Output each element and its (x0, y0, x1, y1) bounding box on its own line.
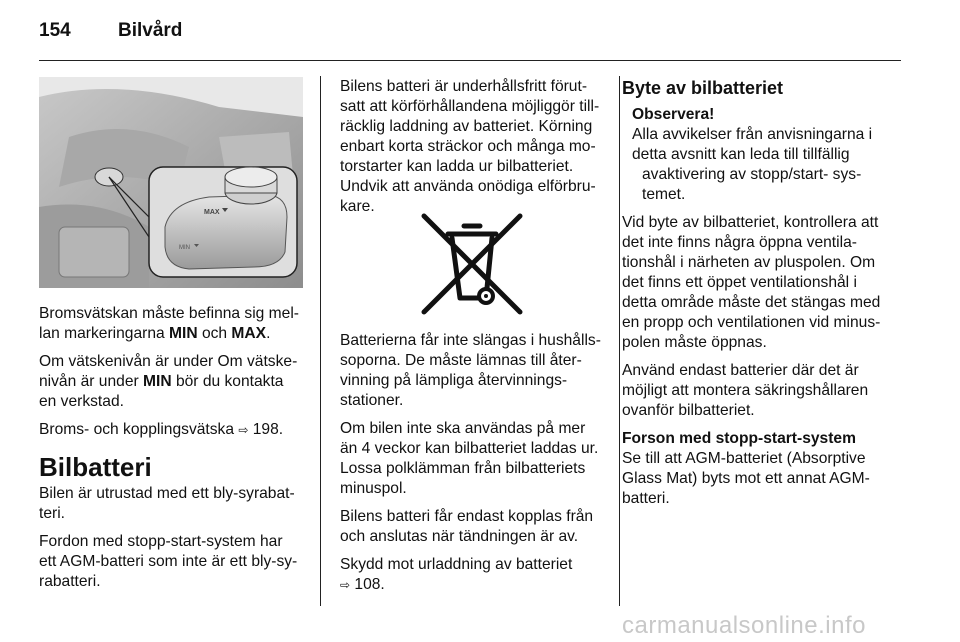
section-heading-byte-av-bilbatteriet: Byte av bilbatteriet (622, 78, 784, 98)
column-divider-1 (320, 76, 321, 606)
column-2-lower (340, 331, 612, 603)
note-title: Observera! (632, 106, 715, 123)
battery-type-paragraph: Bilen är utrustad med ett bly-syrabat- teri. (39, 485, 295, 522)
page-reference-icon: ⇨ (340, 578, 351, 592)
min-label: MIN (179, 245, 190, 251)
header-rule (39, 60, 901, 61)
column-divider-2 (619, 76, 620, 606)
agm-paragraph: Fordon med stopp-start-system har ett AGM-batteri som inte är ett bly-sy- rabatteri. (39, 533, 298, 590)
max-label: MAX (204, 209, 220, 216)
page-title: Bilvård (118, 20, 183, 41)
note-box (622, 105, 906, 205)
agm-replacement-paragraph: Se till att AGM-batteriet (Absorptive Glass Mat) byts mot ett annat AGM- batteri. (622, 450, 870, 507)
brake-fluid-reservoir-image (39, 77, 303, 288)
page-number: 154 (39, 20, 71, 41)
column-2 (340, 77, 612, 225)
disconnect-paragraph: Bilens batteri får endast kopplas från och anslutas när tändningen är av. (340, 508, 594, 545)
stop-start-subheading: Forson med stopp-start-system (622, 430, 856, 447)
column-3 (622, 77, 906, 517)
low-level-paragraph: Om vätskenivån är under Om vätske- nivån är under MIN bör du kontakta en verkstad. (39, 353, 298, 410)
crossed-out-bin-icon (420, 212, 524, 316)
page-reference-icon: ⇨ (238, 423, 249, 437)
vent-paragraph: Vid byte av bilbatteriet, kontrollera att det inte finns några öppna ventila- tionshål i närheten av pluspolen. Om det finns ett öppet ventilationshål i detta område måste det stängas med en propp och ventilationen vid minus- polen måste öppnas. (622, 214, 881, 351)
discharge-protection-reference: Skydd mot urladdning av batteriet ⇨ 108. (340, 556, 573, 593)
brake-fluid-paragraph: Bromsvätskan måste befinna sig mel- lan markeringarna MIN och MAX. (39, 305, 299, 342)
brake-clutch-fluid-reference: Broms- och kopplingsvätska ⇨ 198. (39, 421, 284, 438)
fuse-holder-paragraph: Använd endast batterier där det är möjligt att montera säkringshållaren ovanför bilbatteriet. (622, 362, 869, 419)
section-heading-bilbatteri: Bilbatteri (39, 452, 152, 482)
maintenance-free-paragraph: Bilens batteri är underhållsfritt förut- satt att körförhållandena möjliggör till- räcklig laddning av batteriet. Körning enbart korta sträckor och många mo- torstarter kan ladda ur bilbatteriet. Undvik att använda onödiga elförbru- kare. (340, 78, 600, 215)
note-text: Alla avvikelser från anvisningarna i detta avsnitt kan leda till tillfällig avaktivering av stopp/start- sys- temet. (632, 126, 873, 203)
recycling-paragraph: Batterierna får inte slängas i hushålls- soporna. De måste lämnas till åter- vinning på lämpliga återvinnings- stationer. (340, 332, 601, 409)
column-1 (39, 304, 311, 600)
storage-paragraph: Om bilen inte ska användas på mer än 4 veckor kan bilbatteriet laddas ur. Lossa polklämman från bilbatteriets minuspol. (340, 420, 599, 497)
watermark: carmanualsonline.info (622, 612, 866, 639)
